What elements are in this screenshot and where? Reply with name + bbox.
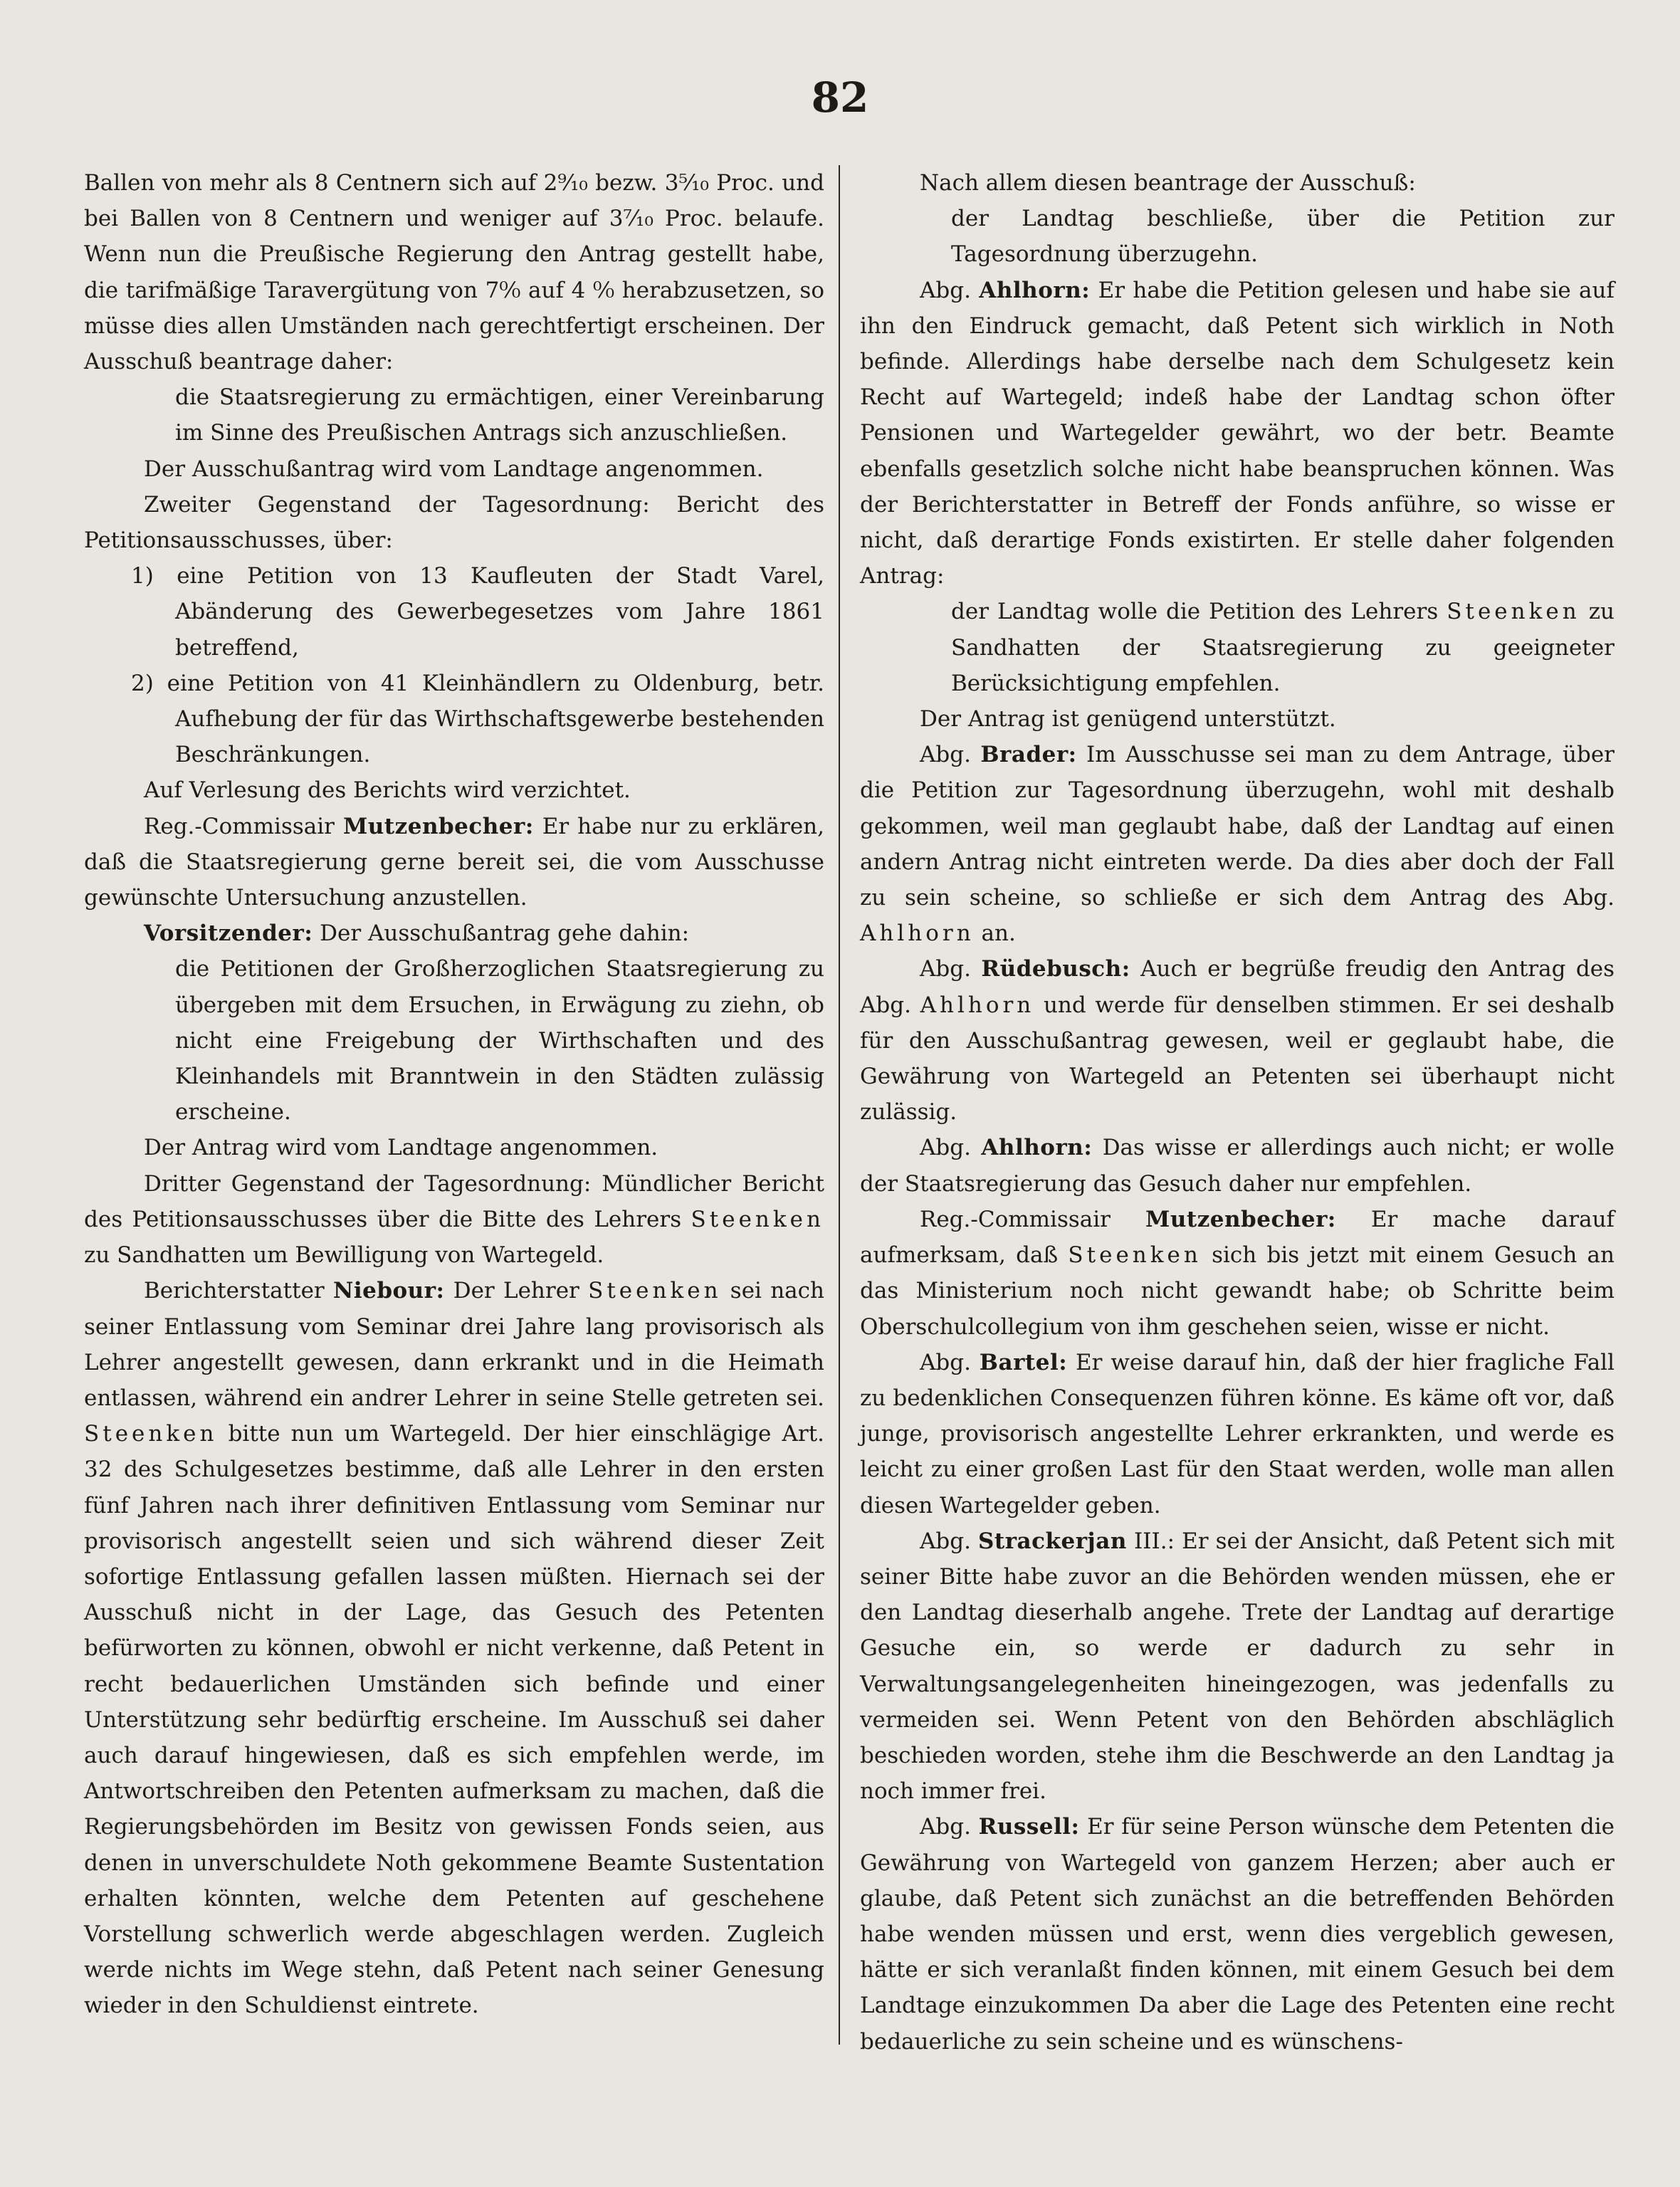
speaker-title: Reg.-Commissair	[920, 1206, 1111, 1232]
speech-text: Im Ausschusse sei man zu dem Antrage, über die Petition zur Tagesordnung überzugehn, wohl mit deshalb gekommen, weil man geglaubt habe, daß der Landtag auf einen andern Antrag nicht eintreten werde. Da dies aber doch der Fall zu sein scheine, so schließe er sich dem Antrag des Abg.	[860, 742, 1615, 911]
speaker-name: Bartel:	[979, 1349, 1068, 1375]
column-divider	[839, 165, 840, 2045]
speaker-title: Abg.	[920, 956, 971, 982]
speaker-title: Berichterstatter	[144, 1278, 325, 1304]
speech-paragraph	[84, 1273, 824, 2023]
left-column	[84, 165, 824, 2024]
speech-paragraph	[860, 1523, 1615, 1810]
speaker-name: Strackerjan	[978, 1528, 1127, 1554]
speech-text: sei nach seiner Entlassung vom Seminar drei Jahre lang provisorisch als Lehrer angestellt gewesen, dann erkrankt und in die Heimath entlassen, während ein andrer Lehrer in seine Stelle getreten sei.	[84, 1278, 824, 1411]
speech-text: Auch er begrüße freudig den Antrag des Abg.	[860, 956, 1615, 1018]
speaker-name: Brader:	[980, 742, 1077, 768]
speech-paragraph	[860, 1345, 1615, 1523]
person-name: Steenken	[1447, 599, 1580, 625]
speech-text: und werde für denselben stimmen. Er sei deshalb für den Ausschußantrag gewesen, weil er geglaubt habe, die Gewährung von Wartegeld an Petenten sei überhaupt nicht zulässig.	[860, 992, 1615, 1126]
quoted-motion: die Petitionen der Großherzoglichen Staatsregierung zu übergeben mit dem Ersuchen, in Erwägung zu ziehn, ob nicht eine Freigebung der Wirthschaften und des Kleinhandels mit Branntwein in den Städten zulässig erscheine.	[175, 956, 824, 1126]
speech-paragraph	[84, 916, 824, 951]
speech-text: bitte nun um Wartegeld. Der hier einschlägige Art. 32 des Schulgesetzes bestimme, daß alle Lehrer in den ersten fünf Jahren nach ihrer definitiven Entlassung vom Seminar nur provisorisch angestellt seien und sich während dieser Zeit sofortige Entlassung gefallen lassen müßten. Hiernach sei der Ausschuß nicht in der Lage, das Gesuch des Petenten befürworten zu können, obwohl er nicht verkenne, daß Petent in recht bedauerlichen Umständen sich befinde und einer Unterstützung sehr bedürftig erscheine. Im Ausschuß sei daher auch darauf hingewiesen, daß es sich empfehlen werde, im Antwortschreiben den Petenten aufmerksam zu machen, daß die Regierungsbehörden im Besitz von gewissen Fonds seien, aus denen in unverschuldete Noth gekommene Beamte Sustentation erhalten könnten, welche dem Petenten auf geschehene Vorstellung schwerlich werde abgeschlagen werden. Zugleich werde nichts im Wege stehn, daß Petent nach seiner Genesung wieder in den Schuldienst eintrete.	[84, 1421, 825, 2019]
paragraph: Nach allem diesen beantrage der Ausschuß:	[920, 170, 1416, 196]
speech-text: Er habe die Petition gelesen und habe sie auf ihn den Eindruck gemacht, daß Petent sich wirklich in Noth befinde. Allerdings habe derselbe nach dem Schulgesetz kein Recht auf Wartegeld; indeß habe der Landtag schon öfter Pensionen und Wartegelder gewährt, wo der betr. Beamte ebenfalls gesetzlich solche nicht habe beanspruchen können. Was der Berichterstatter in Betreff der Fonds anführe, so wisse er nicht, daß derartige Fonds existirten. Er stelle daher folgenden Antrag:	[860, 277, 1615, 589]
speech-text: sich bis jetzt mit einem Gesuch an das Ministerium noch nicht gewandt habe; ob Schritte beim Oberschulcollegium von ihm geschehen seien, wisse er nicht.	[860, 1242, 1615, 1340]
speech-text: Der Ausschußantrag gehe dahin:	[320, 921, 690, 947]
person-name: Steenken	[1068, 1242, 1202, 1269]
speaker-title: Abg.	[920, 1349, 971, 1375]
quoted-motion	[860, 594, 1615, 701]
list-item: 2) eine Petition von 41 Kleinhändlern zu Oldenburg, betr. Aufhebung der für das Wirthschaftsgewerbe bestehenden Beschränkungen.	[131, 670, 824, 768]
speech-text: Er mache darauf aufmerksam, daß	[860, 1206, 1615, 1269]
paragraph: Zweiter Gegenstand der Tagesordnung: Bericht des Petitionsausschusses, über:	[84, 491, 824, 554]
list-item: 1) eine Petition von 13 Kaufleuten der Stadt Varel, Abänderung des Gewerbegesetzes vom Jahre 1861 betreffend,	[131, 563, 824, 661]
speech-paragraph	[860, 1130, 1615, 1201]
speaker-title: Abg.	[920, 1814, 971, 1840]
speech-paragraph	[860, 1809, 1615, 2059]
person-name: Steenken	[84, 1421, 218, 1447]
paragraph: Der Antrag ist genügend unterstützt.	[920, 706, 1336, 733]
speaker-name: Mutzenbecher:	[342, 813, 534, 839]
speaker-name: Ahlhorn:	[979, 277, 1091, 303]
speech-text: Das wisse er allerdings auch nicht; er wolle der Staatsregierung das Gesuch daher nur empfehlen.	[860, 1135, 1615, 1197]
paragraph: Ballen von mehr als 8 Centnern sich auf 2⁹⁄₁₀ bezw. 3⁵⁄₁₀ Proc. und bei Ballen von 8 Centnern und weniger auf 3⁷⁄₁₀ Proc. belaufe. Wenn nun die Preußische Regierung den Antrag gestellt habe, die tarifmäßige Taravergütung von 7⁰⁄₀ auf 4 ⁰⁄₀ herabzusetzen, so müsse dies allen Umständen nach gerechtfertigt erscheinen. Der Ausschuß beantrage daher:	[84, 170, 824, 375]
speech-text: Der Lehrer	[453, 1278, 579, 1304]
speech-paragraph	[860, 737, 1615, 951]
speaker-title: Abg.	[920, 1528, 971, 1554]
page-number: 82	[811, 73, 869, 122]
speaker-title: Reg.-Commissair	[144, 813, 335, 839]
speaker-name: Niebour:	[332, 1278, 445, 1304]
quoted-motion: die Staatsregierung zu ermächtigen, einer Vereinbarung im Sinne des Preußischen Antrags sich anzuschließen.	[175, 384, 824, 446]
person-name: Steenken	[691, 1206, 824, 1232]
speech-text: Er weise darauf hin, daß der hier fragliche Fall zu bedenklichen Consequenzen führen könne. Es käme oft vor, daß junge, provisorisch angestellte Lehrer erkrankten, und werde es leicht zu einer großen Last für den Staat werden, wolle man allen diesen Wartegelder geben.	[860, 1349, 1615, 1519]
quoted-motion: der Landtag beschließe, über die Petition zur Tagesordnung überzugehn.	[951, 206, 1615, 268]
speaker-name: Vorsitzender:	[144, 921, 313, 947]
speaker-name: Mutzenbecher:	[1145, 1206, 1336, 1232]
person-name: Steenken	[588, 1278, 722, 1304]
speaker-name: Ahlhorn:	[981, 1135, 1093, 1161]
speech-text: an.	[981, 921, 1016, 947]
paragraph-text: zu Sandhatten um Bewilligung von Wartegeld.	[84, 1242, 604, 1269]
speech-paragraph	[860, 273, 1615, 594]
speaker-title: Abg.	[920, 277, 971, 303]
speech-text: Er habe nur zu erklären, daß die Staatsregierung gerne bereit sei, die vom Ausschusse gewünschte Untersuchung anzustellen.	[84, 813, 824, 911]
paragraph: Der Antrag wird vom Landtage angenommen.	[144, 1135, 658, 1161]
speaker-title: Abg.	[920, 1135, 971, 1161]
paragraph	[84, 1166, 824, 1274]
speech-paragraph	[860, 951, 1615, 1130]
paragraph: Auf Verlesung des Berichts wird verzichtet.	[144, 777, 631, 804]
speech-text: Er für seine Person wünsche dem Petenten die Gewährung von Wartegeld von ganzem Herzen; aber auch er glaube, daß Petent sich zunächst an die betreffenden Behörden habe wenden müssen und erst, wenn dies vergeblich gewesen, hätte er sich veranlaßt finden können, mit einem Gesuch bei dem Landtage einzukommen Da aber die Lage des Petenten eine recht bedauerliche zu sein scheine und es wünschens-	[860, 1814, 1615, 2055]
right-column	[860, 165, 1615, 2060]
speaker-suffix: III.:	[1133, 1528, 1175, 1554]
person-name: Ahlhorn	[860, 921, 975, 947]
speaker-name: Russell:	[978, 1814, 1080, 1840]
speech-paragraph	[860, 1202, 1615, 1345]
paragraph-text: Dritter Gegenstand der Tagesordnung: Mündlicher Bericht des Petitionsausschusses über die Bitte des Lehrers	[84, 1170, 824, 1232]
speech-paragraph	[84, 809, 824, 916]
speaker-name: Rüdebusch:	[981, 956, 1130, 982]
speaker-title: Abg.	[920, 742, 971, 768]
speech-text: Er sei der Ansicht, daß Petent sich mit seiner Bitte habe zuvor an die Behörden wenden müssen, ehe er den Landtag dieserhalb angehe. Trete der Landtag auf derartige Gesuche ein, so werde er dadurch zu sehr in Verwaltungsangelegenheiten hineingezogen, was jedenfalls zu vermeiden sei. Wenn Petent von den Behörden abschläglich beschieden worden, stehe ihm die Beschwerde an den Landtag ja noch immer frei.	[860, 1528, 1615, 1805]
motion-text: der Landtag wolle die Petition des Lehrers	[951, 599, 1439, 625]
motion-text: zu Sandhatten der Staatsregierung zu geeigneter Berücksichtigung empfehlen.	[951, 599, 1615, 696]
person-name: Ahlhorn	[920, 992, 1035, 1018]
paragraph: Der Ausschußantrag wird vom Landtage angenommen.	[144, 456, 764, 482]
